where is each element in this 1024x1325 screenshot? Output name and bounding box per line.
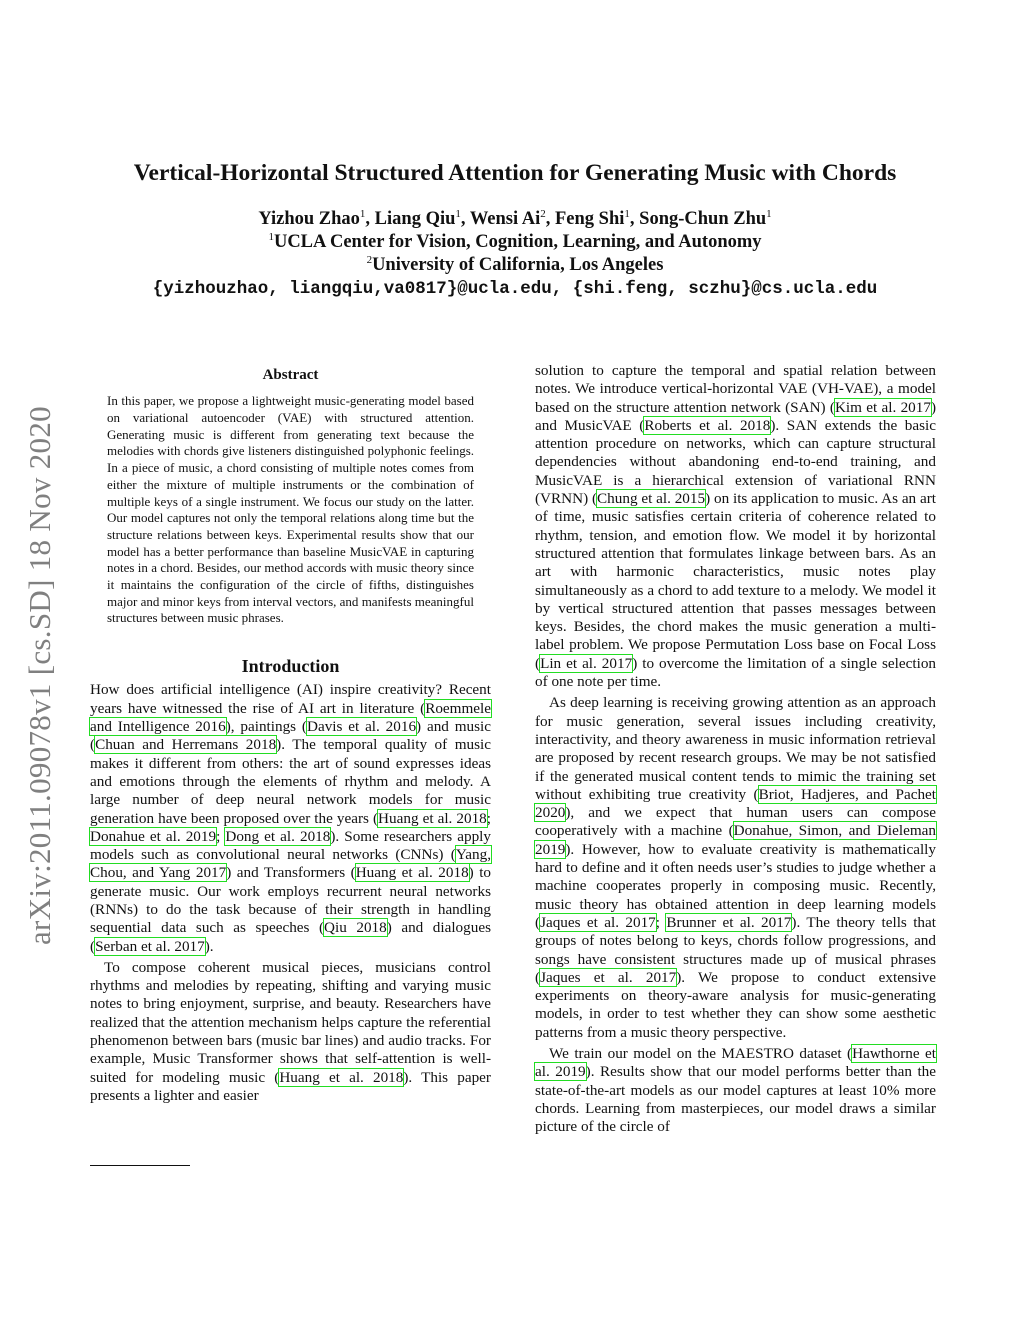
intro-paragraph-4: As deep learning is receiving growing attention as an approach for music generation, several issues including creativity, interactivity, and theory awareness in music information retrieval are proposed by recent research groups. We may be not satisfied if the generated musical content tends to mimic the training set without exhibiting true creativity (Briot, Hadjeres, and Pachet 2020), and we expect that human users can compose cooperatively with a machine (Donahue, Simon, and Dieleman 2019). However, how to evaluate creativity is mathematically hard to define and it often needs user’s studies to judge whether a machine cooperates properly in composing music. Recently, music theory has obtained attention in deep learning models (Jaques et al. 2017; Brunner et al. 2017). The theory tells that groups of notes belong to keys, chords follow progressions, and songs have consistent structures made up of musical phrases (Jaques et al. 2017). We propose to conduct extensive experiments on theory-aware analysis for music-generating models, in order to test whether they can show some aesthetic patterns from a music theory perspective. <box>535 694 937 1041</box>
author-name: Wensi Ai <box>469 209 541 229</box>
footnote-rule <box>90 1165 190 1166</box>
citation-link[interactable]: Kim et al. 2017 <box>834 398 931 416</box>
author-emails: {yizhouzhao, liangqiu,va0817}@ucla.edu, {shi.feng, sczhu}@cs.ucla.edu <box>152 279 878 299</box>
citation-link[interactable]: Donahue, Simon, and Dieleman 2019 <box>535 822 936 858</box>
intro-paragraph-2: To compose coherent musical pieces, musicians control rhythms and melodies by repeating, shifting and varying music notes to bring enjoyment, surprise, and beauty. Researchers have realized that the attention mechanism helps capture the referential phenomenon between bars (music bar lines) and audio tracks. For example, Music Transformer shows that self-attention is well-suited for modeling music (Huang et al. 2018). This paper presents a lighter and easier <box>90 958 491 1104</box>
citation-link[interactable]: Jaques et al. 2017 <box>540 913 656 931</box>
citation-link[interactable]: Roberts et al. 2018 <box>644 416 771 434</box>
arxiv-identifier: arXiv:2011.09078v1 [cs.SD] 18 Nov 2020 <box>22 406 57 945</box>
citation-link[interactable]: Yang, Chou, and Yang 2017 <box>90 846 491 882</box>
citation-link[interactable]: Chuan and Herremans 2018 <box>95 736 277 754</box>
author-name: Liang Qiu <box>374 209 456 229</box>
author-name: Feng Shi <box>555 209 625 229</box>
citation-link[interactable]: Hawthorne et al. 2019 <box>535 1044 937 1081</box>
citation-link[interactable]: Huang et al. 2018 <box>355 864 469 882</box>
citation-link[interactable]: Serban et al. 2017 <box>95 937 205 955</box>
paper-title: Vertical-Horizontal Structured Attention for Generating Music with Chords <box>133 160 897 186</box>
citation-link[interactable]: Dong et al. 2018 <box>225 827 331 845</box>
right-column <box>535 362 936 1136</box>
abstract-body: In this paper, we propose a lightweight music-generating model based on variational autoencoder (VAE) with structured attention. Generating music is different from generating text because the melodies with chords give listeners distinguished polyphonic feelings. In a piece of music, a chord consisting of multiple notes comes from either the mixture of multiple instruments or the combination of multiple keys of a single instrument. We focus our study on the latter. Our model captures not only the temporal relations along time but the structure relations between keys. Experimental results show that our model has a better performance than baseline MusicVAE in capturing notes in a chord. Besides, our method accords with music theory since it maintains the configuration of the circle of fifths, distinguishes major and minor keys from interval vectors, and manifests meaningful structures between music phrases. <box>107 393 474 626</box>
affiliation-mark: 1 <box>268 231 274 243</box>
citation-link[interactable]: Qiu 2018 <box>324 919 387 937</box>
intro-paragraph-3: solution to capture the temporal and spatial relation between notes. We introduce vertical-horizontal VAE (VH-VAE), a model based on the structure attention network (SAN) (Kim et al. 2017) and MusicVAE (Roberts et al. 2018). SAN extends the basic attention procedure on networks, which can capture structural dependencies without abandoning end-to-end training, and MusicVAE is a hierarchical extension of variational RNN (VRNN) (Chung et al. 2015) on its application to music. As an art of time, music satisfies certain criteria of coherence related to rhythm, tension, and emotion flow. We model it by horizontal structured attention that formulates linkage between bars. As an art with harmonic characteristics, music notes play simultaneously as a chord to add texture to a melody. We model it by vertical structured attention that passes messages between keys. Besides, the chord makes the music generation a multi-label problem. We propose Permutation Loss base on Focal Loss (Lin et al. 2017) to overcome the limitation of a single selection of one note per time. <box>535 362 937 691</box>
author-mark: 2 <box>540 208 546 220</box>
citation-link[interactable]: Jaques et al. 2017 <box>540 968 677 986</box>
affiliation-mark: 2 <box>366 254 373 266</box>
affiliation-1 <box>0 231 1024 254</box>
author-block <box>0 208 1024 301</box>
citation-link[interactable]: Lin et al. 2017 <box>540 654 633 672</box>
affiliation-2 <box>0 254 1024 277</box>
introduction-heading: Introduction <box>241 656 340 677</box>
author-mark: 1 <box>624 208 630 220</box>
author-mark: 1 <box>455 208 461 220</box>
intro-paragraph-5: We train our model on the MAESTRO dataset (Hawthorne et al. 2019). Results show that our model performs better than the state-of-the-art models as our model captures at least 10% more chords. Learning from masterpieces, our model draws a similar picture of the circle of <box>535 1044 937 1136</box>
citation-link[interactable]: Donahue et al. 2019 <box>90 827 217 845</box>
abstract-heading: Abstract <box>262 367 319 383</box>
citation-link[interactable]: Brunner et al. 2017 <box>666 913 792 931</box>
author-mark: 1 <box>359 208 366 220</box>
citation-link[interactable]: Briot, Hadjeres, and Pachet 2020 <box>535 785 936 822</box>
citation-link[interactable]: Roemmele and Intelligence 2016 <box>90 699 491 736</box>
citation-link[interactable]: Chung et al. 2015 <box>597 490 706 508</box>
author-list: Yizhou Zhao$^1$, Liang Qiu$^1$, Wensi Ai$^2$, Feng Shi$^1$, Song-Chun Zhu$^1$ <box>258 208 772 229</box>
author-name: Song-Chun Zhu <box>639 209 767 229</box>
citation-link[interactable]: Huang et al. 2018 <box>378 809 487 827</box>
left-column <box>90 362 491 1105</box>
author-mark: 1 <box>766 208 772 220</box>
intro-paragraph-1: How does artificial intelligence (AI) inspire creativity? Recent years have witnessed the rise of AI art in literature (Roemmele and Intelligence 2016), paintings (Davis et al. 2016) and music (Chuan and Herremans 2018). The temporal quality of music makes it different from others: the art of sound expresses ideas and emotions through the elements of rhythm and melody. A large number of deep neural network models for music generation have been proposed over the years (Huang et al. 2018; Donahue et al. 2019; Dong et al. 2018). Some researchers apply models such as convolutional neural networks (CNNs) (Yang, Chou, and Yang 2017) and Transformers (Huang et al. 2018) to generate music. Our work employs recurrent neural networks (RNNs) to do the task because of their strength in handling sequential data such as speeches (Qiu 2018) and dialogues (Serban et al. 2017). <box>90 681 492 955</box>
affiliation-text: UCLA Center for Vision, Cognition, Learning, and Autonomy <box>273 232 762 252</box>
author-name: Yizhou Zhao <box>258 209 360 229</box>
affiliation-text: University of California, Los Angeles <box>372 255 664 275</box>
citation-link[interactable]: Davis et al. 2016 <box>306 718 417 736</box>
citation-link[interactable]: Huang et al. 2018 <box>279 1068 404 1086</box>
